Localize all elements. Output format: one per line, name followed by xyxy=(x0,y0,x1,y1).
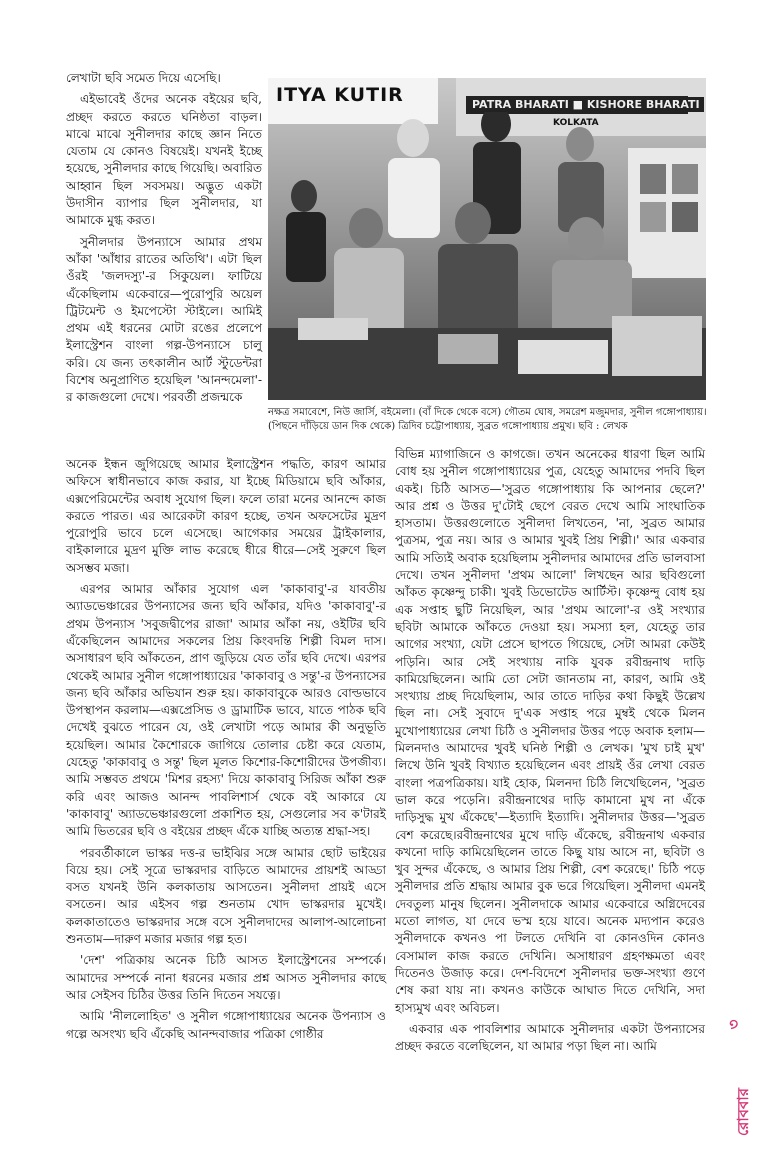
paragraph: পরবর্তীকালে ভাস্কর দত্ত-র ভাইঝির সঙ্গে আমার ছোট ভাইয়ের বিয়ে হয়। সেই সূত্রে ভাস্করদার বাড়িতে আমাদের প্রায়শই আড্ডা বসত যখনই উনি কলকাতায় আসতেন। সুনীলদা প্রায়ই এসে বসতেন। আর এইসব গল্প শুনতাম খোদ ভাস্করদার মুখেই। কলকাতাতেও ভাস্করদার সঙ্গে বসে সুনীলদাদের আলাপ-আলোচনা শুনতাম—দারুণ মজার মজার গল্প হত। xyxy=(66,845,387,947)
banner-right-main: PATRA BHARATI ■ KISHORE BHARATI xyxy=(468,97,704,112)
article-column-top-left xyxy=(66,70,262,411)
paragraph: সুনীলদার উপন্যাসে আমার প্রথম আঁকা 'আঁধার রাতের অতিথি'। এটা ছিল ওঁরই 'জলদস্যু'-র সিকুয়েল। ফাটিয়ে এঁকেছিলাম একেবারে—পুরোপুরি অয়েল ট্রিটমেন্ট ও ইমপেস্টো স্টাইলে। আমিই প্রথম এই ধরনের মোটা রঙের প্রলেপে ইলাস্ট্রেশন বাংলা গল্প-উপন্যাসে চালু করি। যে জন্য তৎকালীন আর্ট স্টুডেন্টরা বিশেষ অনুপ্রাণিত হয়েছিল 'আনন্দমেলা'-র কাজগুলো দেখে। পরবর্তী প্রজন্মকে xyxy=(66,234,262,405)
banner-left: ITYA KUTIR xyxy=(276,84,404,106)
paragraph: একবার এক পাবলিশার আমাকে সুনীলদার একটা উপন্যাসের প্রচ্ছদ করতে বলেছিলেন, যা আমার পড়া ছিল না। আমি xyxy=(395,1021,705,1054)
paragraph: বিভিন্ন ম্যাগাজিনে ও কাগজে। তখন অনেকের ধারণা ছিল আমি বোধ হয় সুনীল গঙ্গোপাধ্যায়ের পুত্র, যেহেতু আমাদের পদবি ছিল একই। চিঠি আসত—'সুব্রত গঙ্গোপাধ্যায় কি আপনার ছেলে?' আর প্রশ্ন ও উত্তর দু'টোই ছেপে বেরত দেখে আমি সাংঘাতিক হাসতাম। উত্তরগুলোতে সুনীলদা লিখতেন, 'না, সুব্রত আমার পুত্রসম, পুত্র নয়। আর ও আমার খুবই প্রিয় শিল্পী।' আর একবার আমি সত্যিই অবাক হয়েছিলাম সুনীলদার আমাদের প্রতি ভালবাসা দেখে। তখন সুনীলদা 'প্রথম আলো' লিখছেন আর ছবিগুলো আঁকত কৃষ্ণেন্দু চাকী। খুবই ডিভোটেড আর্টিস্ট। কৃষ্ণেন্দু বোধ হয় এক সপ্তাহ ছুটি নিয়েছিল, আর 'প্রথম আলো'-র ওই সংখ্যার ছবিটা আমাকে আঁকতে দেওয়া হয়। সমস্যা হল, যেহেতু তার আগের সংখ্যা, যেটা প্রেসে ছাপতে গিয়েছে, সেটা আমরা কেউই পড়িনি। আর সেই সংখ্যায় নাকি যুবক রবীন্দ্রনাথ দাড়ি কামিয়েছিলেন। আমি তো সেটা জানতাম না, কারণ, আমি ওই সংখ্যায় প্রচ্ছ দিয়েছিলাম, আর তাতে দাড়ির কথা কিছুই উল্লেখ ছিল না। সেই সুবাদে দু'এক সপ্তাহ পরে মুম্বই থেকে মিলন মুখোপাধ্যায়ের লেখা চিঠি ও সুনীলদার উত্তর পড়ে অবাক হলাম—মিলনদাও আমাদের খুবই ঘনিষ্ঠ শিল্পী ও লেখক। 'মুখ চাই মুখ' লিখে উনি খুবই বিখ্যাত হয়েছিলেন এবং প্রায়ই ওঁর লেখা বেরত বাংলা পত্রপত্রিকায়। যাই হোক, মিলনদা চিঠি লিখেছিলেন, 'সুব্রত ভাল করে পড়েনি। রবীন্দ্রনাথের দাড়ি কামানো মুখ না এঁকে দাড়িসুদ্ধ মুখ এঁকেছে'—ইত্যাদি ইত্যাদি। সুনীলদার উত্তর—'সুব্রত বেশ করেছে।রবীন্দ্রনাথের মুখে দাড়ি এঁকেছে, রবীন্দ্রনাথ একবার কখনো দাড়ি কামিয়েছিলেন তাতে কিছু যায় আসে না, ছবিটা ও খুব সুন্দর এঁকেছে, ও আমার প্রিয় শিল্পী, বেশ করেছে।' চিঠি পড়ে সুনীলদার প্রতি শ্রদ্ধায় আমার বুক ভরে গিয়েছিল। সুনীলদা এমনই দেবতুল্য মানুষ ছিলেন। সুনীলদাকে আমার একেবারে অগ্নিদেবের মতো লাগত, যা দেবে ভস্ম হয়ে যাবে। অনেক মদ্যপান করেও সুনীলদাকে কখনও পা টলতে দেখিনি বা কোনওদিন কোনও বেসামাল কাজ করতে দেখিনি। অসাধারণ গ্রহণক্ষমতা এবং দিতেনও উজাড় করে। দেশ-বিদেশে সুনীলদার ভক্ত-সংখ্যা গুণে শেষ করা যায় না। কখনও কাউকে আঘাত দিতে দেখিনি, সদা হাস্যমুখ এবং অবিচল। xyxy=(395,447,705,1015)
article-column-left xyxy=(66,456,386,1047)
photo-illustration xyxy=(268,78,706,400)
paragraph: 'দেশ' পত্রিকায় অনেক চিঠি আসত ইলাস্ট্রেশনের সম্পর্কে। আমাদের সম্পর্কে নানা ধরনের মজার প্রশ্ন আসত সুনীলদার কাছে আর সেইসব চিঠির উত্তর তিনি দিতেন সযত্নে। xyxy=(66,953,386,1002)
article-column-right xyxy=(395,446,705,1059)
paragraph: আমি 'নীললোহিত' ও সুনীল গঙ্গোপাধ্যায়ের অনেক উপন্যাস ও গল্পে অসংখ্য ছবি এঁকেছি আনন্দবাজার পত্রিকা গোষ্ঠীর xyxy=(66,1009,386,1041)
paragraph: অনেক ইন্ধন জুগিয়েছে আমার ইলাস্ট্রেশন পদ্ধতি, কারণ আমার অফিসে স্বাধীনভাবে কাজ করার, যা ইচ্ছে মিডিয়ামে ছবি আঁকার, এক্সপেরিমেন্টের অবাধ সুযোগ ছিল। ফলে তারা মনের আনন্দে কাজ করতে পারত। এর আরেকটা কারণ হচ্ছে, তখন অফসেটের মুদ্রণ পুরোপুরি ভাবে চলে এসেছে। আগেকার সময়ের ট্রাইকালার, বাইকালারে মুদ্রণ মুক্তি লাভ করেছে ধীরে ধীরে—সেই সুরুণে ছিল অসম্ভব মজা। xyxy=(66,457,386,575)
magazine-name: রোববার xyxy=(734,1088,752,1136)
bookfair-photo xyxy=(268,78,706,400)
paragraph: এইভাবেই ওঁদের অনেক বইয়ের ছবি, প্রচ্ছদ করতে করতে ঘনিষ্ঠতা বাড়ল। মাঝে মাঝে সুনীলদার কাছে জ্ঞান নিতে যেতাম যে কোনও বিষয়েই। যখনই ইচ্ছে হয়েছে, সুনীলদার কাছে গিয়েছি। অবারিত আহ্বান ছিল সবসময়। অদ্ভুত একটা উদাসীন ব্যাপার ছিল সুনীলদার, যা আমাকে মুগ্ধ করত। xyxy=(66,92,262,228)
page-footer-label xyxy=(724,1018,752,1138)
paragraph: লেখাটা ছবি সমেত দিয়ে এসেছি। xyxy=(66,71,221,85)
page-number: ৩ xyxy=(724,1019,743,1030)
banner-right-city: KOLKATA xyxy=(553,118,599,128)
paragraph: এরপর আমার আঁকার সুযোগ এল 'কাকাবাবু'-র যাবতীয় অ্যাডভেঞ্চারের উপন্যাসের জন্য ছবি আঁকার, যদিও 'কাকাবাবু'-র প্রথম উপন্যাস 'সবুজদ্বীপের রাজা' আমার আঁকা নয়, ওইটির ছবি এঁকেছিলেন আমাদের সকলের প্রিয় কিংবদন্তি শিল্পী বিমল দাস। অসাধারণ ছবি আঁকতেন, প্রাণ জুড়িয়ে যেত তাঁর ছবি দেখে। এরপর থেকেই আমার সুনীল গঙ্গোপাধ্যায়ের 'কাকাবাবু ও সন্তু'-র উপন্যাসের জন্য ছবি আঁকার অভিযান শুরু হয়। কাকাবাবুকে আরও বোল্ডভাবে উপস্থাপন করলাম—এক্সপ্রেসিভ ও ড্রামাটিক ভাবে, যাতে পাঠক ছবি দেখেই বুঝতে পারেন যে, ওই লেখাটা পড়ে আমার কী অনুভূতি হয়েছিল। আমার কৈশোরকে জাগিয়ে তোলার চেষ্টা করে যেতাম, যেহেতু 'কাকাবাবু ও সন্তু' ছিল মূলত কিশোর-কিশোরীদের উপজীব্য। আমি সম্ভবত প্রথমে 'মিশর রহস্য' দিয়ে কাকাবাবু সিরিজ আঁকা শুরু করি এবং আজও আনন্দ পাবলিশার্স থেকে বই আকারে যে 'কাকাবাবু' অ্যাডভেঞ্চারগুলো প্রকাশিত হয়, সেগুলোর সব ক'টারই আমি ভিতরের ছবি ও বইয়ের প্রচ্ছদ এঁকে যাচ্ছি অত্যন্ত শ্রদ্ধা-সহ। xyxy=(66,582,386,839)
photo-caption: নক্ষত্র সমাবেশে, নিউ জার্সি, বইমেলা। (বাঁ দিকে থেকে বসে) গৌতম ঘোষ, সমরেশ মজুমদার, সুনীল গঙ্গোপাধ্যায়। (পিছনে দাঁড়িয়ে ডান দিক থেকে) ত্রিদিব চট্টোপাধ্যায়, সুব্রত গঙ্গোপাধ্যায় প্রমুখ। ছবি : লেখক xyxy=(268,407,707,432)
